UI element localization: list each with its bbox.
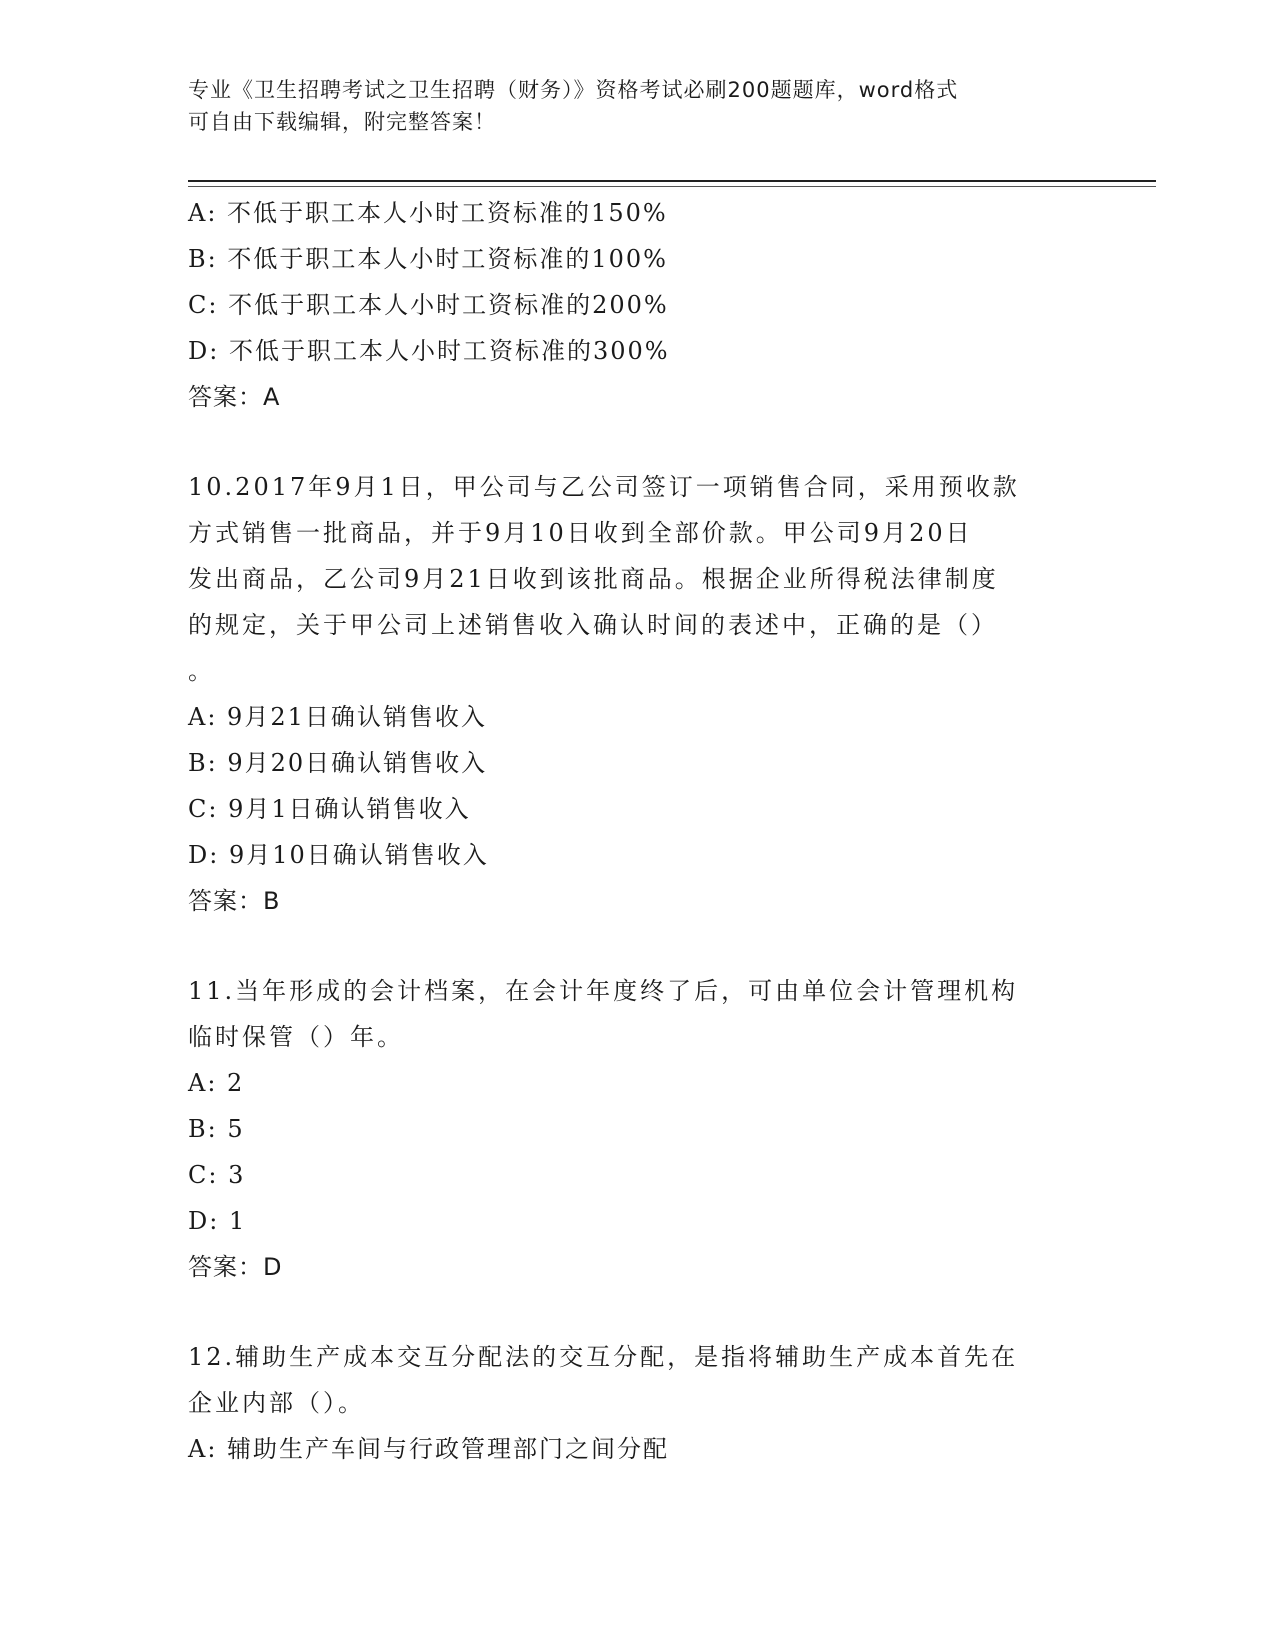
question-text [188, 1334, 1078, 1426]
option-b: B: 9月20日确认销售收入 [188, 749, 488, 777]
question-line: 。 [188, 657, 215, 685]
answer-line: 答案：A [188, 383, 281, 411]
option-a: A: 9月21日确认销售收入 [188, 703, 487, 731]
option-c: C: 不低于职工本人小时工资标准的200% [188, 291, 669, 319]
option-d: D: 9月10日确认销售收入 [188, 841, 489, 869]
question-line: 的规定，关于甲公司上述销售收入确认时间的表述中，正确的是（） [188, 611, 998, 639]
option-c: C: 3 [188, 1161, 246, 1189]
question-text [188, 464, 1078, 694]
spacer [188, 420, 1088, 464]
header-divider [188, 180, 1156, 182]
header-divider-thin [188, 186, 1156, 187]
question-12 [188, 1334, 1088, 1472]
question-line: 12.辅助生产成本交互分配法的交互分配，是指将辅助生产成本首先在 [188, 1343, 1019, 1371]
spacer [188, 1290, 1088, 1334]
question-line: 10.2017年9月1日，甲公司与乙公司签订一项销售合同，采用预收款 [188, 473, 1020, 501]
header-title-line1: 专业《卫生招聘考试之卫生招聘（财务）》资格考试必刷200题题库，word格式 [188, 78, 959, 102]
option-b: B: 5 [188, 1115, 245, 1143]
question-line: 企业内部（）。 [188, 1389, 365, 1417]
answer-line: 答案：D [188, 1253, 283, 1281]
option-a: A: 2 [188, 1069, 245, 1097]
option-b: B: 不低于职工本人小时工资标准的100% [188, 245, 668, 273]
question-11 [188, 968, 1088, 1290]
spacer [188, 924, 1088, 968]
option-d: D: 1 [188, 1207, 247, 1235]
header-title-line2: 可自由下载编辑，附完整答案！ [188, 110, 496, 134]
answer-line: 答案：B [188, 887, 281, 915]
option-c: C: 9月1日确认销售收入 [188, 795, 471, 823]
question-line: 方式销售一批商品，并于9月10日收到全部价款。甲公司9月20日 [188, 519, 973, 547]
question-10 [188, 464, 1088, 924]
question-text [188, 968, 1078, 1060]
question-line: 11.当年形成的会计档案，在会计年度终了后，可由单位会计管理机构 [188, 977, 1019, 1005]
option-a: A: 辅助生产车间与行政管理部门之间分配 [188, 1435, 670, 1463]
option-a: A: 不低于职工本人小时工资标准的150% [188, 199, 668, 227]
question-line: 临时保管（）年。 [188, 1023, 404, 1051]
question-line: 发出商品，乙公司9月21日收到该批商品。根据企业所得税法律制度 [188, 565, 999, 593]
question-list [188, 190, 1088, 1472]
document-header [188, 74, 1068, 138]
question-9 [188, 190, 1088, 420]
option-d: D: 不低于职工本人小时工资标准的300% [188, 337, 670, 365]
